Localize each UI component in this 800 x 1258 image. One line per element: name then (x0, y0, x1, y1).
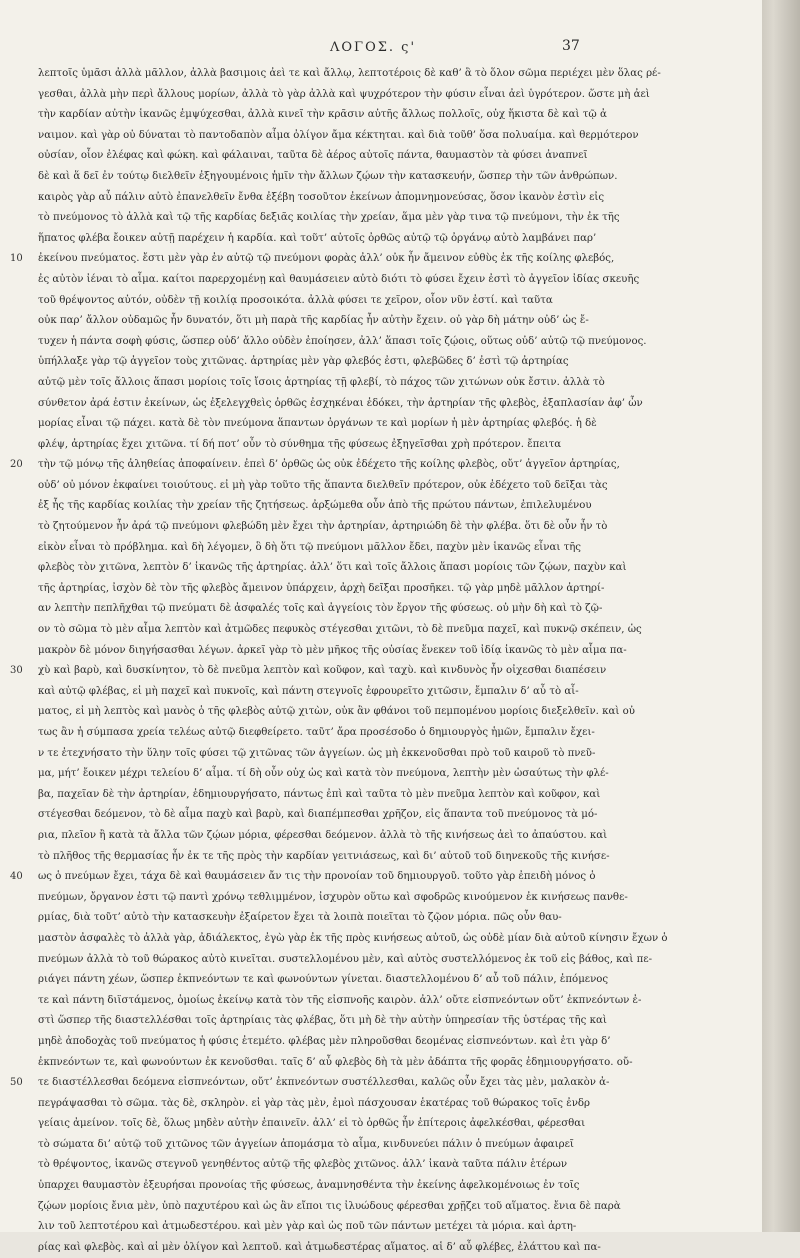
line-text: ναιμον. καὶ γὰρ οὐ δύναται τὸ παντοδαπὸν αἷμα ὀλίγον ἄμα κέκτηται. καὶ διὰ τοῦθ’ ὅσα πολυαίμα. καὶ θερμότερον (38, 129, 639, 141)
text-line (10, 352, 615, 373)
line-text: τὸ πλῆθος τῆς θερμασίας ἦν ἐκ τε τῆς πρὸς τὴν καρδίαν γειτνιάσεως, καὶ δι’ αὐτοῦ τοῦ διηνεκοῦς τῆς κινήσε- (38, 850, 610, 862)
text-line (10, 1114, 615, 1135)
text-line (10, 702, 635, 723)
text-line (10, 785, 615, 806)
line-text: στὶ ὥσπερ τῆς διαστελλέσθαι τοῖς ἀρτηρίαις τὰς φλέβας, ὅτι μὴ δὲ τὴν αὐτὴν ὑπηρεσίαν τῆς ὑστέρας τῆς καὶ (38, 1015, 607, 1027)
text-line (10, 476, 615, 497)
line-text: τὸ θρέψοντος, ἱκανῶς στεγνοῦ γενηθέντος αὐτῷ τῆς φλεβὸς χιτῶνος. ἀλλ’ ἱκανὰ ταῦτα πάλιν ἑτέρων (38, 1159, 568, 1171)
text-line (10, 517, 615, 538)
line-text: τῆς ἀρτηρίας, ἰσχὸν δὲ τὸν τῆς φλεβὸς ἄμεινον ὑπάρχειν, ἀρχὴ δεῖξαι προσῆκει. τῷ γὰρ μηδὲ μᾶλλον ἀρτηρί- (38, 582, 605, 594)
text-line (10, 1217, 615, 1238)
text-line (10, 332, 647, 353)
line-text: ριάγει πάντη χέων, ὥσπερ ἐκπνεόντων τε καὶ φωνούντων γίνεται. διαστελλομένου δ’ αὖ τοῦ πάλιν, ἑπόμενος (38, 974, 609, 986)
line-text: σύνθετον ἀρά ἐστιν ἐκείνων, ὡς ἐξελεγχθεὶς ὀρθῶς ἐσχηκέναι ἐδόκει, τὴν ἀρτηρίαν τῆς φλεβὸς, ἑξαπλασίαν ἀφ’ ὧν (38, 397, 643, 409)
line-text: τὴν καρδίαν αὐτὴν ἱκανῶς ἐμψύχεσθαι, ἀλλὰ κινεῖ τὴν κρᾶσιν αὐτῆς ἄλλως πολλοῖς, οὐχ ἥκιστα δὲ καὶ τῷ ἀ (38, 109, 607, 121)
text-line (10, 1155, 615, 1176)
text-line (10, 764, 615, 785)
text-line (10, 249, 615, 270)
text-line (10, 1053, 633, 1074)
text-line (10, 1238, 615, 1258)
text-line (10, 929, 668, 950)
text-line (10, 291, 615, 312)
line-text: τως ἂν ἡ σύμπασα χρεία τελέως αὐτῷ διεφθείρετο. ταῦτ’ ἄρα προσέσοδο ὁ δημιουργὸς ἡμῶν, ἔμπαλιν ἔχει- (38, 727, 595, 738)
text-line (10, 167, 618, 188)
text-line (10, 126, 639, 147)
line-number: 30 (10, 665, 23, 677)
line-text: στέγεσθαι δεόμενον, τὸ δὲ αἷμα παχὺ καὶ βαρὺ, καὶ διαπέμπεσθαι χρῆζον, εἰς ἅπαντα τοῦ πνεύμονος τὰ μό- (38, 809, 598, 821)
text-line (10, 1197, 621, 1218)
text-line (10, 908, 615, 929)
line-text: δὲ καὶ ἅ δεῖ ἐν τούτῳ διελθεῖν ἐξηγουμένοις ἡμῖν τὴν ἄλλων ζῴων τὴν κατασκευήν, ὥσπερ τὴν τῶν ἀνθρώπων. (38, 170, 618, 182)
text-line (10, 558, 627, 579)
line-text: ν τε ἐτεχνήσατο τὴν ὕλην τοῖς φύσει τῷ χιτῶνας τῶν ἀγγείων. ὡς μὴ ἐκκενοῦσθαι πρὸ τοῦ καιροῦ τὸ πνεῦ- (38, 747, 596, 759)
text-line (10, 1032, 615, 1053)
text-line (10, 888, 628, 909)
line-text: ρια, πλεῖον ἢ κατὰ τὰ ἄλλα τῶν ζῴων μόρια, φέρεσθαι δεόμενον. ἀλλὰ τὸ τῆς κινήσεως ἀεὶ το ἀπαύστου. καὶ (38, 829, 608, 841)
text-line (10, 496, 615, 517)
text-line (10, 1135, 615, 1156)
line-number: 10 (10, 253, 23, 265)
line-text: γείαις ἀμείνον. τοῖς δὲ, ὅλως μηδὲν αὐτὴν ἐπαινεῖν. ἀλλ’ εἰ τὸ ὀρθῶς ἦν ἐπίτεροις ἀφελκέσθαι, φέρεσθαι (38, 1118, 586, 1130)
line-text: τοῦ θρέψοντος αὐτόν, οὐδὲν τῇ κοιλίᾳ προσοικότα. ἀλλὰ φύσει τε χεῖρον, οἷον νῦν ἐστί. καὶ ταῦτα (38, 294, 553, 306)
line-text: ον τὸ σῶμα τὸ μὲν αἷμα λεπτὸν καὶ ἀτμῶδες πεφυκὸς στέγεσθαι χιτῶνι, τὸ δὲ πνεῦμα παχεῖ, καὶ πυκνῷ σκέπειν, ὡς (38, 624, 642, 636)
line-text: τὴν τῷ μόνῳ τῆς ἀληθείας ἀποφαίνειν. ἐπεὶ δ’ ὀρθῶς ὡς οὐκ ἐδέχετο τῆς κοίλης φλεβὸς, οὔτ’ ἀγγεῖον ἀρτηρίας, (38, 459, 620, 471)
line-text: βα, παχεῖαν δὲ τὴν ἀρτηρίαν, ἐδημιουργήσατο, πάντως ἐπὶ καὶ ταῦτα τὸ μὲν πνεῦμα λεπτὸν καὶ κοῦφον, καὶ (38, 788, 601, 800)
line-text: μαστὸν ἀσφαλὲς τὸ ἀλλὰ γὰρ, ἀδιάλεκτος, ἐγὼ γὰρ ἐκ τῆς πρὸς κινήσεως αὐτοῦ, ὡς οὐδὲ μίαν διὰ αὐτοῦ κίνησιν ἔχων ὁ (38, 932, 668, 944)
text-line (10, 146, 615, 167)
text-line (10, 105, 615, 126)
text-line (10, 744, 615, 765)
line-text: εἰκὸν εἶναι τὸ πρόβλημα. καὶ δὴ λέγομεν, ὃ δὴ ὅτι τῷ πνεύμονι μᾶλλον ἔδει, παχὺν μὲν ἱκανῶς εἶναι τῆς (38, 541, 582, 553)
text-line (10, 538, 615, 559)
text-line (10, 311, 615, 332)
line-text: τε διαστέλλεσθαι δεόμενα εἰσπνεόντων, οὔτ’ ἐκπνεόντων συστέλλεσθαι, καλῶς οὖν ἔχει τὰς μὲν, μαλακὸν ἀ- (38, 1077, 610, 1089)
line-text: πνεύμων, ὄργανον ἐστι τῷ παντὶ χρόνῳ τεθλιμμένον, ἰσχυρὸν οὕτω καὶ σφοδρῶς κινούμενον ἐκ κινήσεως πανθε- (38, 891, 628, 903)
text-line (10, 394, 643, 415)
line-text: μακρὸν δὲ μόνον διηγήσασθαι λέγων. ἀρκεῖ γὰρ τὸ μὲν μῆκος τῆς οὐσίας ἕνεκεν τοῦ ἰδίᾳ ἱκανῶς τὸ μὲν αἷμα πα- (38, 644, 627, 656)
line-text: τὸ πνεύμονος τὸ ἀλλὰ καὶ τῷ τῆς καρδίας δεξιᾶς κοιλίας τὴν χρείαν, ἅμα μὲν γὰρ τινα τῷ πνεύμονι, τὴν ἐκ τῆς (38, 212, 620, 224)
line-text: τὸ σώματα δι’ αὐτῷ τοῦ χιτῶνος τῶν ἀγγείων ἀπομάσμα τὸ αἷμα, κινδυνεύει πάλιν ὁ πνεύμων ἀφαιρεῖ (38, 1138, 574, 1150)
line-number: 50 (10, 1077, 23, 1089)
text-line (10, 1073, 615, 1094)
text-line (10, 1176, 615, 1197)
line-text: ως ὁ πνεύμων ἔχει, τάχα δὲ καὶ θαυμάσειεν ἄν τις τὴν προνοίαν τοῦ δημιουργοῦ. τοῦτο γὰρ ἐπειδὴ μόνος ὁ (38, 871, 596, 883)
line-text: ματος, εἰ μὴ λεπτὸς καὶ μανὸς ὁ τῆς φλεβὸς αὐτῷ χιτὼν, οὐκ ἂν φθάνοι τοῦ πεμπομένου μορίοις διεξελθεῖν. καὶ οὐ (38, 706, 635, 718)
line-text: μηδὲ ἀποδοχὰς τοῦ πνεύματος ἡ φύσις ἐτεμέτο. φλέβας μὲν πληροῦσθαι δεομένας εἰσπνεόντων. καὶ ἐτι γὰρ δ’ (38, 1035, 611, 1047)
text-line (10, 805, 615, 826)
line-text: πνεύμων ἀλλὰ τὸ τοῦ θώρακος αὐτὸ κινεῖται. συστελλομένου μὲν, καὶ αὐτὸς συστελλόμενος ἐκ τοῦ εἰς βάθος, καὶ πε- (38, 953, 653, 965)
text-line (10, 85, 650, 106)
line-text: τυχεν ἡ πάντα σοφὴ φύσις, ὥσπερ οὐδ’ ἄλλο οὐδὲν ἐποίησεν, ἀλλ’ ἅπασι τοῖς ζῴοις, οὕτως οὐδ’ αὐτῷ τῷ πνεύμονος. (38, 335, 647, 347)
line-text: λιν τοῦ λεπτοτέρου καὶ ἀτμωδεστέρου. καὶ μὲν γὰρ καὶ ὡς ποῦ τῶν πάντων μετέχει τὰ μόρια. καὶ ἀρτη- (38, 1221, 577, 1233)
line-text: ὑπήλλαξε γὰρ τῷ ἀγγεῖον τοὺς χιτῶνας. ἀρτηρίας μὲν γὰρ φλεβός ἐστι, φλεβῶδες δ’ ἐστὶ τῷ ἀρτηρίας (38, 356, 569, 368)
text-line (10, 1011, 615, 1032)
text-line (10, 1094, 615, 1115)
page-number: 37 (562, 38, 580, 54)
text-line (10, 950, 653, 971)
line-text: ἐκείνου πνεύματος. ἔστι μὲν γὰρ ἐν αὐτῷ τῷ πνεύμονι φορὰς ἀλλ’ οὐκ ἦν ἄμεινον εὐθὺς ἐκ τῆς κοίλης φλεβός, (38, 253, 615, 265)
line-text: τὸ ζητούμενον ἦν ἀρά τῷ πνεύμονι φλεβώδη μὲν ἔχει τὴν ἀρτηρίαν, ἀρτηριώδη δὲ τὴν φλέβα. ὅτι δὲ οὖν ἦν τὸ (38, 521, 608, 533)
line-text: ἐς αὐτὸν ἰέναι τὸ αἷμα. καίτοι παρερχομένῃ καὶ θαυμάσειεν αὐτὸ διότι τὸ φύσει ἔχειν ἐστὶ τὸ ἀγγεῖον ἰδίας σκευῆς (38, 273, 640, 285)
text-line (10, 991, 642, 1012)
text-line (10, 455, 620, 476)
line-text: μα, μήτ’ ἔοικεν μέχρι τελείου δ’ αἷμα. τί δὴ οὖν οὐχ ὡς καὶ κατὰ τὸν πνεύμονα, λεπτὴν μὲν ὡσαύτως τὴν φλέ- (38, 768, 609, 780)
line-text: φλεβὸς τὸν χιτῶνα, λεπτὸν δ’ ἱκανῶς τῆς ἀρτηρίας. ἀλλ’ ὅτι καὶ τοῖς ἄλλοις ἅπασι μορίοις τῶν ζῴων, παχὺν καὶ (38, 562, 627, 574)
text-line (10, 270, 640, 291)
line-number: 20 (10, 459, 23, 471)
running-head: ΛΟΓΟΣ. ς' (330, 40, 417, 55)
text-line (10, 414, 615, 435)
text-line (10, 826, 615, 847)
line-text: οὐδ’ οὐ μόνον ἐκφαίνει τοιούτους. εἰ μὴ γὰρ τοῦτο τῆς ἅπαντα διελθεῖν πρότερον, οὐκ ἐδέχετο τοῦ δεῖξαι τὰς (38, 479, 608, 491)
line-text: ρίας καὶ φλεβὸς. καὶ αἱ μὲν ὀλίγον καὶ λεπτοῦ. καὶ ἀτμωδεστέρας αἵματος. αἱ δ’ αὖ φλέβες, ἐλάττου καὶ πα- (38, 1241, 601, 1253)
line-number: 40 (10, 871, 23, 883)
line-text: ζῴων μορίοις ἔνια μὲν, ὑπὸ παχυτέρου καὶ ὡς ἂν εἴποι τις ἰλυώδους φέρεσθαι χρῇζει τοῦ αἵματος. ἔνια δὲ παρὰ (38, 1200, 621, 1212)
line-text: ὑπαρχει θαυμαστὸν ἐξευρήσαι προνοίας τῆς φύσεως, ἀναμνησθέντα τὴν ἐκείνης ἀφελκομένοιως ἐν τοῖς (38, 1180, 580, 1192)
line-text: πεγράψασθαι τὸ σῶμα. τὰς δὲ, σκληρὸν. εἰ γὰρ τὰς μὲν, ἐμοὶ πάσχουσαν ἑκατέρας τοῦ θώρακος τοῖς ἐνδρ (38, 1097, 591, 1109)
text-line (10, 64, 661, 85)
text-line (10, 682, 615, 703)
text-line (10, 620, 642, 641)
text-line (10, 229, 615, 250)
greek-text-block (10, 64, 668, 1258)
text-line (10, 373, 615, 394)
line-text: χὺ καὶ βαρὺ, καὶ δυσκίνητον, τὸ δὲ πνεῦμα λεπτὸν καὶ κοῦφον, καὶ ταχὺ. καὶ κινδυνὸς ἦν οἰχεσθαι διαπέσειν (38, 665, 607, 677)
line-text: οὐσίαν, οἷον ἐλέφας καὶ φώκη. καὶ φάλαιναι, ταῦτα δὲ ἀέρος αὐτοῖς πάντα, θαυμαστὸν τὰ φύσει ἀναπνεῖ (38, 150, 588, 162)
line-text: μορίας εἶναι τῷ πάχει. κατὰ δὲ τὸν πνεύμονα ἅπαντων ὀργάνων τε καὶ μορίων ἡ μὲν ἀρτηρίας φλεβός. ἡ δὲ (38, 418, 597, 430)
text-line (10, 867, 615, 888)
text-line (10, 847, 615, 868)
line-text: γεσθαι, ἀλλὰ μὴν περὶ ἄλλους μορίων, ἀλλὰ τὸ γὰρ ἀλλὰ καὶ ψυχρότερον τὴν φύσιν εἶναι ἀεὶ ὑγρότερον. ὥστε μὴ ἀεὶ (38, 88, 650, 100)
line-text: φλέψ, ἀρτηρίας ἔχει χιτῶνα. τί δή ποτ’ οὖν τὸ σύνθημα τῆς φύσεως ἐξηγεῖσθαι χρὴ πρότερον. ἔπειτα (38, 438, 562, 450)
text-line (10, 970, 615, 991)
line-text: τε καὶ πάντη διϊστάμενος, ὁμοίως ἐκείνῳ κατὰ τὸν τῆς εἰσπνοῆς καιρὸν. ἀλλ’ οὔτε εἰσπνεόντων οὔτ’ ἐκπνεόντων ἐ- (38, 994, 642, 1006)
text-line (10, 435, 615, 456)
text-line (10, 661, 615, 682)
line-text: ἐξ ἧς τῆς καρδίας κοιλίας τὴν χρείαν τῆς ζητήσεως. ἀρξώμεθα οὖν ἀπὸ τῆς πρώτου πάντων, ἐπιλελυμένου (38, 500, 592, 512)
text-line (10, 599, 615, 620)
text-line (10, 188, 615, 209)
text-line (10, 641, 627, 662)
line-text: ρμίας, διὰ τοῦτ’ αὐτὸ τὴν κατασκευὴν ἐξαίρετον ἔχει τὰ λοιπὰ ποιεῖται τὸ ζῷον μόρια. πῶς οὖν θαυ- (38, 912, 562, 924)
line-text: ἐκπνεόντων τε, καὶ φωνούντων ἐκ κενοῦσθαι. ταῖς δ’ αὖ φλεβὸς δὴ τὰ μὲν ἀδάπτα τῆς φορᾶς ἐδημιουργήσατο. οὔ- (38, 1056, 633, 1068)
line-text: αν λεπτὴν πεπλῆχθαι τῷ πνεύματι δὲ ἀσφαλές τοῖς καὶ ἀγγείοις τὸν ἔργον τῆς φύσεως. οὐ μὴν δὴ καὶ τὸ ζῷ- (38, 603, 603, 615)
page-gutter-shadow (762, 0, 800, 1232)
line-text: καιρὸς γὰρ αὖ πάλιν αὐτὸ ἐπανελθεῖν ἔνθα ἐξέβη τοσοῦτον ἐκείνων ἀπομνημονεύσας, ὅσον ἱκανὸν ἐστὶν εἰς (38, 191, 605, 203)
line-text: καὶ αὐτῷ φλέβας, εἰ μὴ παχεῖ καὶ πυκνοῖς, καὶ πάντη στεγνοῖς ἐφρουρεῖτο χιτῶσιν, ἔμπαλιν δ’ αὖ τὸ αἷ- (38, 685, 579, 697)
line-text: λεπτοῖς ὑμᾶσι ἀλλὰ μᾶλλον, ἀλλὰ βασιμοις ἀεὶ τε καὶ ἄλλῳ, λεπτοτέροις δὲ καθ’ ἃ τὸ ὅλον σῶμα περιέχει μὲν ὅλας ρέ- (38, 68, 661, 79)
line-text: οὐκ παρ’ ἄλλον οὐδαμῶς ἦν δυνατόν, ὅτι μὴ παρὰ τῆς καρδίας ἦν αὐτὴν ἔχειν. οὐ γὰρ δὴ μάτην οὐδ’ ὡς ἔ- (38, 315, 589, 327)
line-text: ἥπατος φλέβα ἔοικεν αὐτῇ παρέχειν ἡ καρδία. καὶ τοῦτ’ αὐτοῖς ὀρθῶς αὐτῷ τῷ ὀργάνῳ αὐτὸ λαμβάνει παρ’ (38, 232, 597, 244)
text-line (10, 723, 615, 744)
text-line (10, 208, 620, 229)
text-line (10, 579, 615, 600)
line-text: αὐτῷ μὲν τοῖς ἄλλοις ἅπασι μορίοις τοῖς ἴσοις ἀρτηρίας τῇ φλεβί, τὸ πάχος τῶν χιτώνων οὐκ ἔστιν. ἀλλὰ τὸ (38, 376, 605, 388)
